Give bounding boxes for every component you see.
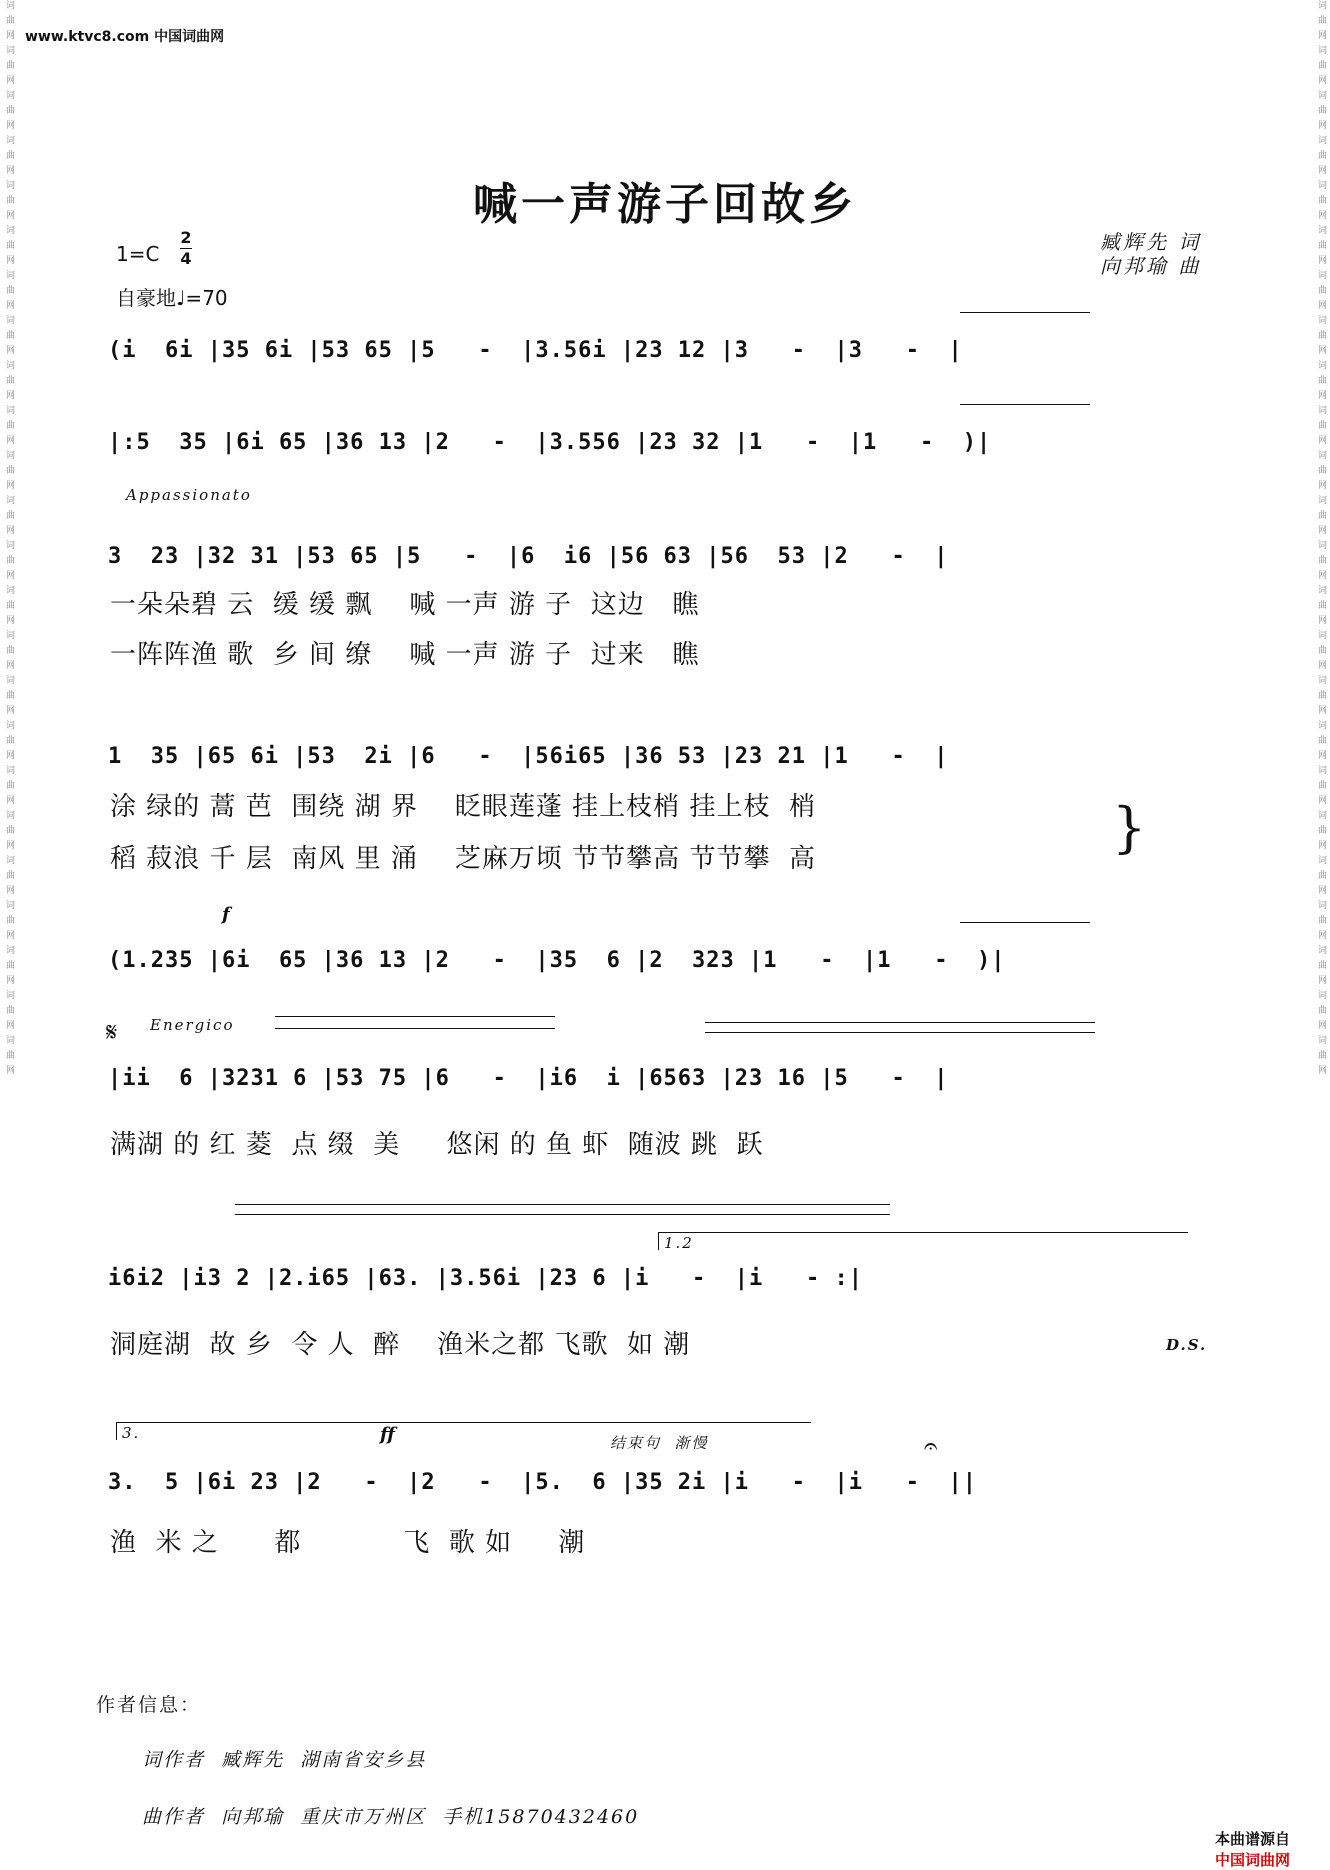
volta-1-2-label: 1.2 (664, 1234, 694, 1252)
crescendo-hairpin (705, 1022, 1095, 1023)
diminuendo-hairpin (235, 1204, 890, 1205)
lyric-row-4a: 涂 绿的 蒿 芭 围绕 湖 界 眨眼莲蓬 挂上枝梢 挂上枝 梢 (110, 792, 816, 822)
tie-arc (960, 922, 1090, 923)
score-row-1: (i 6i |35 6i |53 65 |5 - |3.56i |23 12 |3 - |3 - | (108, 338, 963, 363)
author-info-heading: 作者信息： (96, 1694, 202, 1716)
lyric-row-4b: 稻 菽浪 千 层 南风 里 涌 芝麻万顷 节节攀高 节节攀 高 (110, 844, 816, 874)
song-title: 喊一声游子回故乡 (473, 179, 857, 230)
lyric-row-6: 满湖 的 红 菱 点 缀 美 悠闲 的 鱼 虾 随波 跳 跃 (110, 1130, 764, 1160)
score-row-3: 3 23 |32 31 |53 65 |5 - |6 i6 |56 63 |56 53 |2 - | (108, 544, 949, 569)
lyric-row-7: 洞庭湖 故 乡 令 人 醉 渔米之都 飞歌 如 潮 (110, 1330, 691, 1360)
lyric-row-3b: 一阵阵渔 歌 乡 间 缭 喊 一声 游 子 过来 瞧 (110, 640, 700, 670)
left-watermark-strip: 词曲网词曲网词曲网词曲网词曲网词曲网词曲网词曲网词曲网词曲网词曲网词曲网词曲网词曲网词曲网词曲网词曲网词曲网词曲网词曲网词曲网词曲网词曲网词曲网 (4, 0, 14, 1080)
volta-bracket (658, 1232, 1188, 1233)
volta-3-label: 3. (122, 1424, 141, 1442)
score-row-8: 3. 5 |6i 23 |2 - |2 - |5. 6 |35 2i |i - |i - || (108, 1470, 977, 1495)
key-signature: 1=C (116, 242, 160, 266)
volta-bracket (116, 1422, 811, 1423)
appassionato-marking: Appassionato (126, 486, 252, 504)
crescendo-hairpin (705, 1032, 1095, 1033)
tie-arc (960, 312, 1090, 313)
volta-bracket-edge (116, 1422, 117, 1440)
score-row-2: |:5 35 |6i 65 |36 13 |2 - |3.556 |23 32 |1 - |1 - )| (108, 430, 992, 455)
composer-info: 曲作者 向邦瑜 重庆市万州区 手机15870432460 (142, 1806, 640, 1828)
score-row-4: 1 35 |65 6i |53 2i |6 - |56i65 |36 53 |23 21 |1 - | (108, 744, 949, 769)
time-signature (180, 230, 192, 267)
tie-arc (960, 404, 1090, 405)
dynamic-forte: f (222, 904, 230, 925)
source-label: 本曲谱源自 (1214, 1830, 1290, 1848)
lyric-row-8: 渔 米 之 都 飞 歌 如 潮 (110, 1528, 586, 1558)
lyricist-info: 词作者 臧辉先 湖南省安乡县 (142, 1749, 427, 1771)
time-signature-bottom: 4 (180, 249, 192, 268)
dynamic-fortissimo: ff (380, 1424, 395, 1445)
score-row-5: (1.235 |6i 65 |36 13 |2 - |35 6 |2 323 |1 - |1 - )| (108, 948, 1006, 973)
site-url[interactable]: www.ktvc8.com 中国词曲网 (25, 29, 225, 45)
source-site-link[interactable]: 中国词曲网 (1214, 1851, 1290, 1869)
fermata-sign: 𝄐 (924, 1432, 938, 1460)
score-row-6: |ii 6 |3231 6 |53 75 |6 - |i6 i |6563 |23 16 |5 - | (108, 1066, 949, 1091)
segno-sign: 𝄋 (106, 1018, 118, 1048)
source-footer (1205, 1810, 1290, 1870)
dal-segno-marking: D.S. (1166, 1336, 1208, 1354)
tempo-marking: 自豪地♩=70 (116, 286, 228, 310)
right-watermark-strip: 词曲网词曲网词曲网词曲网词曲网词曲网词曲网词曲网词曲网词曲网词曲网词曲网词曲网词曲网词曲网词曲网词曲网词曲网词曲网词曲网词曲网词曲网词曲网词曲网 (1316, 0, 1326, 1080)
volta-bracket-edge (658, 1232, 659, 1250)
energico-marking: Energico (150, 1016, 235, 1034)
ending-tempo-note: 结束句 渐慢 (610, 1434, 709, 1452)
crescendo-hairpin (275, 1016, 555, 1017)
lyric-row-3a: 一朵朵碧 云 缓 缓 飘 喊 一声 游 子 这边 瞧 (110, 590, 700, 620)
time-signature-top: 2 (180, 228, 192, 247)
crescendo-hairpin (275, 1028, 555, 1029)
score-row-7: i6i2 |i3 2 |2.i65 |63. |3.56i |23 6 |i - |i - :| (108, 1266, 863, 1291)
diminuendo-hairpin (235, 1214, 890, 1215)
verse-brace: } (1112, 796, 1147, 859)
composer-credit: 向邦瑜 曲 (1100, 254, 1202, 278)
lyricist-credit: 臧辉先 词 (1100, 230, 1202, 254)
